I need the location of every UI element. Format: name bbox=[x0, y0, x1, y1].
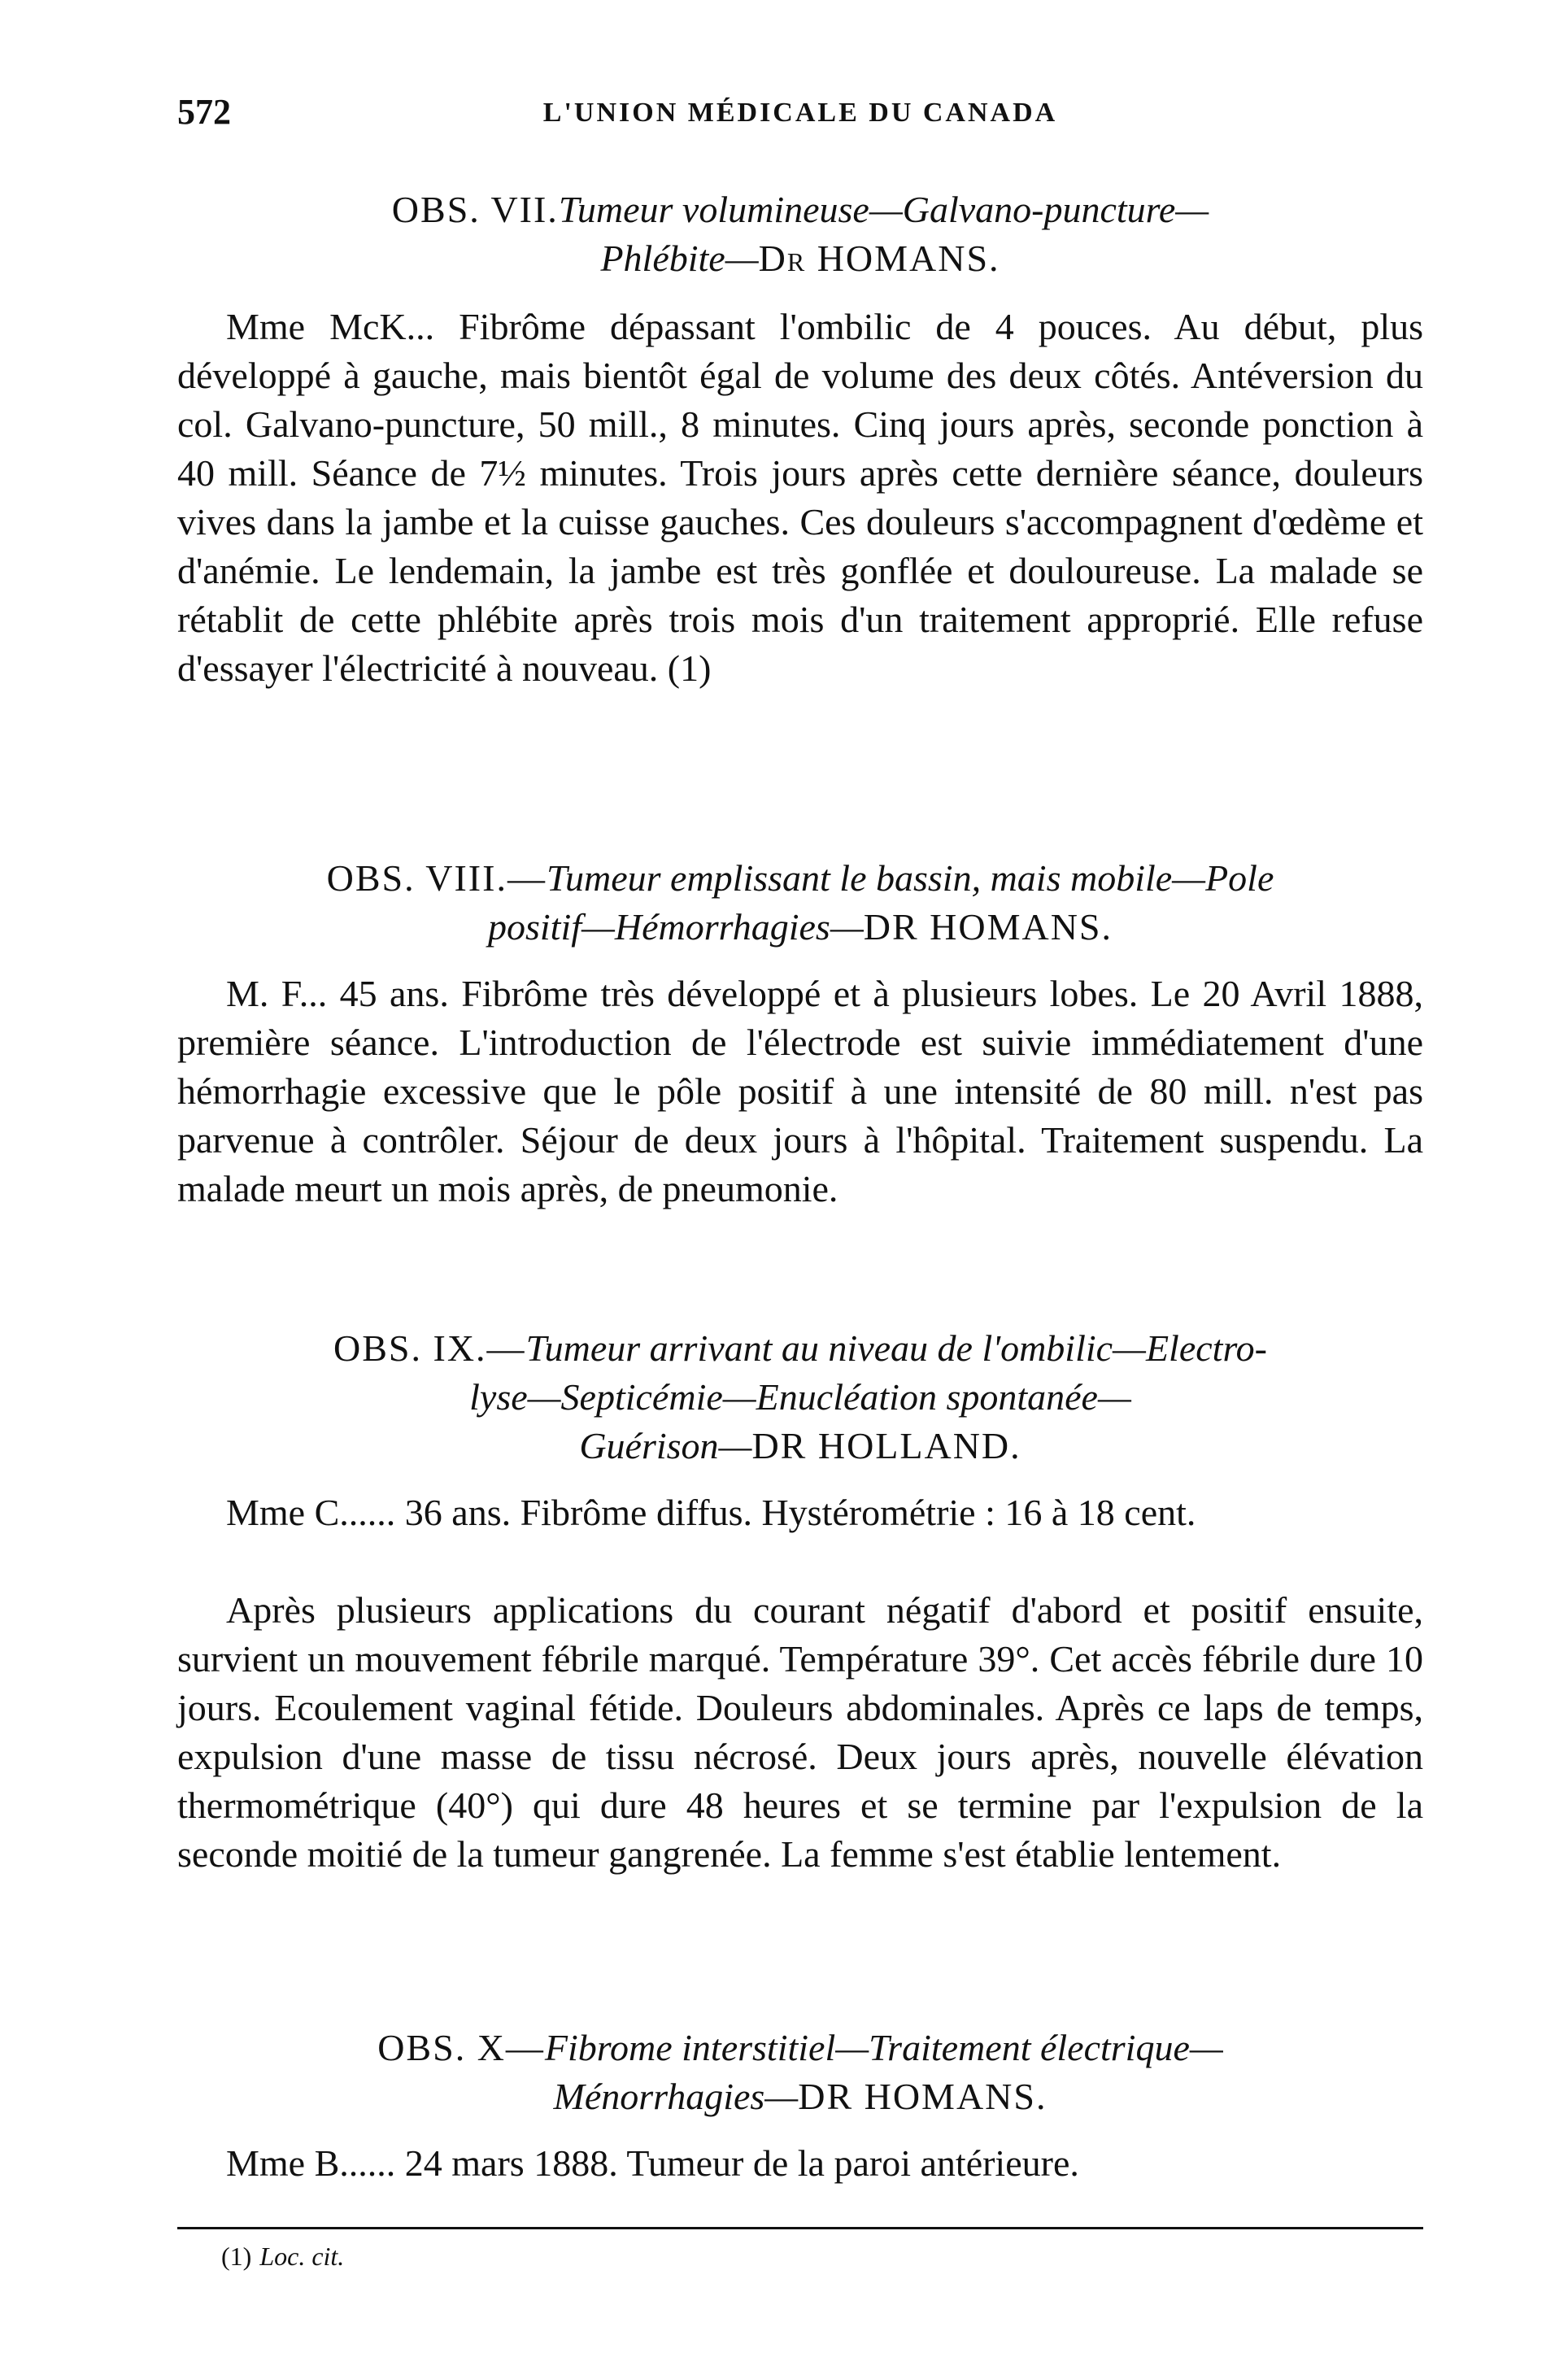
obs-8-title-line-2: positif—Hémorrhagies— bbox=[487, 906, 864, 948]
obs-10-title-line-2: Ménorrhagies— bbox=[553, 2076, 799, 2117]
obs-9-title-line-1: Tumeur arrivant au niveau de l'ombilic—Electro- bbox=[525, 1327, 1267, 1369]
footnote-rule bbox=[177, 2227, 1423, 2229]
obs-10-author: DR HOMANS. bbox=[798, 2076, 1048, 2117]
obs-8-title-line-1: Tumeur emplissant le bassin, mais mobile—Pole bbox=[546, 857, 1274, 899]
obs-8-heading bbox=[177, 854, 1423, 952]
obs-9-heading bbox=[177, 1324, 1423, 1471]
obs-7-body: Mme McK... Fibrôme dépassant l'ombilic de 4 pouces. Au début, plus développé à gauche, mais bientôt égal de volume des deux côtés. Antéversion du col. Galvano-puncture, 50 mill., 8 minutes. Cinq jours après, seconde ponction à 40 mill. Séance de 7½ minutes. Trois jours après cette dernière séance, douleurs vives dans la jambe et la cuisse gauches. Ces douleurs s'accompagnent d'œdème et d'anémie. Le lendemain, la jambe est très gonflée et douloureuse. La malade se rétablit de cette phlébite après trois mois d'un traitement approprié. Elle refuse d'essayer l'électricité à nouveau. (1) bbox=[177, 306, 1423, 689]
obs-10-body: Mme B...... 24 mars 1888. Tumeur de la paroi antérieure. bbox=[226, 2142, 1079, 2184]
obs-7-title-line-2: Phlébite— bbox=[600, 237, 759, 279]
running-header bbox=[177, 91, 1423, 140]
obs-10-number: OBS. X— bbox=[377, 2027, 545, 2068]
obs-9-body-1: Mme C...... 36 ans. Fibrôme diffus. Hystérométrie : 16 à 18 cent. bbox=[226, 1492, 1196, 1533]
obs-9-title-line-3: Guérison— bbox=[579, 1425, 752, 1466]
obs-9-body-2: Après plusieurs applications du courant négatif d'abord et positif ensuite, survient un mouvement fébrile marqué. Température 39°. Cet accès fébrile dure 10 jours. Ecoulement vaginal fétide. Douleurs abdominales. Après ce laps de temps, expulsion d'une masse de tissu nécrosé. Deux jours après, nouvelle élévation thermométrique (40°) qui dure 48 heures et se termine par l'expulsion de la seconde moitié de la tumeur gangrenée. La femme s'est établie lentement. bbox=[177, 1589, 1423, 1875]
obs-7-author: Dr HOMANS. bbox=[758, 237, 1000, 279]
journal-title: L'UNION MÉDICALE DU CANADA bbox=[542, 98, 1058, 128]
obs-7-title-line-1: Tumeur volumineuse—Galvano-puncture— bbox=[558, 189, 1209, 230]
obs-8-author: DR HOMANS. bbox=[863, 906, 1113, 948]
obs-8-body: M. F... 45 ans. Fibrôme très développé et à plusieurs lobes. Le 20 Avril 1888, première séance. L'introduction de l'électrode est suivie immédiatement d'une hémorrhagie excessive que le pôle positif à une intensité de 80 mill. n'est pas parvenue à contrôler. Séjour de deux jours à l'hôpital. Traitement suspendu. La malade meurt un mois après, de pneumonie. bbox=[177, 973, 1423, 1209]
obs-10-heading bbox=[177, 2024, 1423, 2121]
footnote-text: Loc. cit. bbox=[259, 2242, 345, 2271]
obs-7-heading bbox=[177, 185, 1423, 283]
obs-9-author: DR HOLLAND. bbox=[751, 1425, 1021, 1466]
obs-9-number: OBS. IX.— bbox=[333, 1327, 526, 1369]
obs-7-number: OBS. VII. bbox=[391, 189, 559, 230]
obs-9-title-line-2: lyse—Septicémie—Enucléation spontanée— bbox=[469, 1376, 1131, 1418]
footnote-marker: (1) bbox=[221, 2242, 252, 2271]
obs-8-number: OBS. VIII.— bbox=[326, 857, 547, 899]
page-number: 572 bbox=[177, 92, 231, 132]
obs-10-title-line-1: Fibrome interstitiel—Traitement électrique— bbox=[544, 2027, 1223, 2068]
footnote bbox=[221, 2238, 344, 2274]
